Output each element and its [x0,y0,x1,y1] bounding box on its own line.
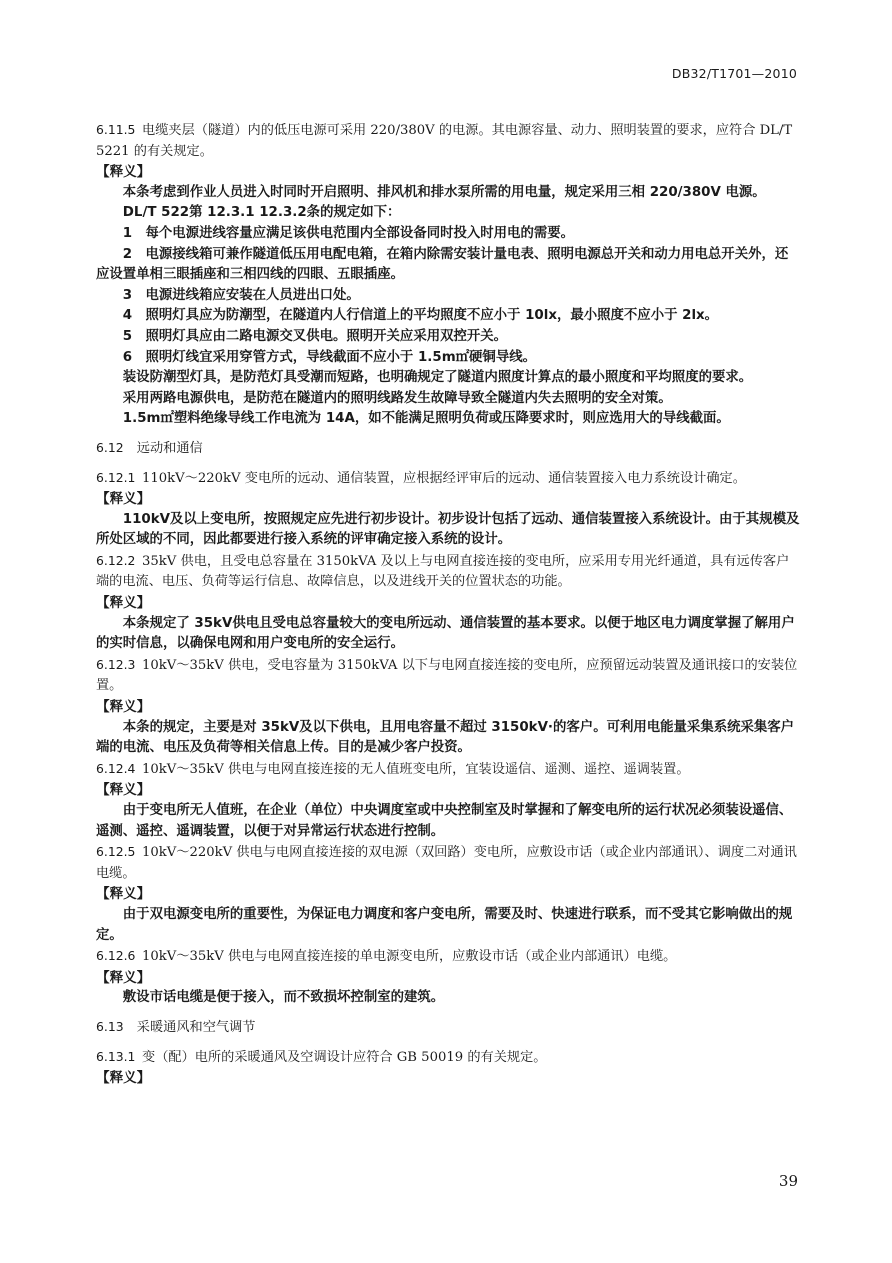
clause-number: 6.12.1 [96,469,136,485]
explanation-text: 4 照明灯具应为防潮型，在隧道内人行信道上的平均照度不应小于 10lx，最小照度不应小于 2lx。 [122,308,719,324]
clause-paragraph [96,120,800,162]
explanation-text: 3 电源进线箱应安装在人员进出口处。 [122,287,360,303]
explanation-label: 【释义】 [96,782,151,799]
clause-text: 10kV～35kV 供电与电网直接连接的单电源变电所，应敷设市话（或企业内部通讯）电缆。 [142,949,677,965]
explanation-text: 1 每个电源进线容量应满足该供电范围内全部设备同时投入时用电的需要。 [122,225,575,241]
clause-paragraph [96,468,800,490]
explanation-text: 110kV及以上变电所，按照规定应先进行初步设计。初步设计包括了远动、通信装置接入系统设计。由于其规模及所处区域的不同，因此都要进行接入系统的评审确定接入系统的设计。 [96,511,800,548]
section-number: 6.12 [96,439,124,455]
document-code: DB32/T1701—2010 [671,66,797,81]
explanation-text: 由于双电源变电所的重要性，为保证电力调度和客户变电所，需要及时、快速进行联系，而不受其它影响做出的规定。 [96,906,793,943]
explanation-label: 【释义】 [96,1070,151,1087]
explanation-text: 采用两路电源供电，是防范在隧道内的照明线路发生故障导致全隧道内失去照明的安全对策。 [122,390,672,406]
clause-text: 变（配）电所的采暖通风及空调设计应符合 GB 50019 的有关规定。 [142,1049,547,1065]
clause-text: 电缆夹层（隧道）内的低压电源可采用 220/380V 的电源。其电源容量、动力、照明装置的要求，应符合 DL/T 5221 的有关规定。 [96,123,793,159]
clause-text: 110kV～220kV 变电所的远动、通信装置，应根据经评审后的远动、通信装置接入电力系统设计确定。 [142,470,746,486]
explanation-label: 【释义】 [96,969,151,986]
explanation-text: 2 电源接线箱可兼作隧道低压用电配电箱，在箱内除需安装计量电表、照明电源总开关和动力用电总开关外，还应设置单相三眼插座和三相四线的四眼、五眼插座。 [96,246,789,283]
section-title: 采暖通风和空气调节 [136,1019,256,1035]
explanation-label: 【释义】 [96,164,151,181]
explanation-text: 本条的规定，主要是对 35kV及以下供电，且用电容量不超过 3150kV·的客户。可利用电能量采集系统采集客户端的电流、电压及负荷等相关信息上传。目的是减少客户投资。 [96,719,795,756]
explanation-text: 6 照明灯线宜采用穿管方式，导线截面不应小于 1.5m㎡硬铜导线。 [122,349,536,365]
explanation-text: 1.5m㎡塑料绝缘导线工作电流为 14A，如不能满足照明负荷或压降要求时，则应选用大的导线截面。 [122,411,730,427]
clause-text: 10kV～35kV 供电与电网直接连接的无人值班变电所，宜装设遥信、遥测、遥控、遥调装置。 [142,761,690,777]
clause-paragraph [96,759,800,781]
explanation-text: 5 照明灯具应由二路电源交叉供电。照明开关应采用双控开关。 [122,328,508,344]
clause-paragraph [96,842,800,884]
page-content [96,120,800,1089]
clause-paragraph [96,655,800,697]
explanation-text: 本条规定了 35kV供电且受电总容量较大的变电所远动、通信装置的基本要求。以便于地区电力调度掌握了解用户的实时信息，以确保电网和用户变电所的安全运行。 [96,615,795,652]
clause-paragraph [96,551,800,593]
explanation-label: 【释义】 [96,491,151,508]
clause-number: 6.12.3 [96,656,136,672]
explanation-text: DL/T 522第 12.3.1 12.3.2条的规定如下： [122,205,401,221]
clause-number: 6.12.4 [96,760,136,776]
explanation-text: 由于变电所无人值班，在企业（单位）中央调度室或中央控制室及时掌握和了解变电所的运行状况必须装设遥信、遥测、遥控、遥调装置，以便于对异常运行状态进行控制。 [96,803,793,839]
clause-number: 6.12.2 [96,552,136,568]
clause-number: 6.13.1 [96,1048,136,1064]
section-number: 6.13 [96,1018,124,1034]
section-heading [96,438,800,460]
explanation-text: 敷设市话电缆是便于接入，而不致损坏控制室的建筑。 [122,990,445,1006]
explanation-text: 本条考虑到作业人员进入时同时开启照明、排风机和排水泵所需的用电量，规定采用三相 220/380V 电源。 [122,184,766,200]
section-title: 远动和通信 [136,440,203,456]
explanation-label: 【释义】 [96,886,151,903]
clause-text: 35kV 供电，且受电总容量在 3150kVA 及以上与电网直接连接的变电所，应采用专用光纤通道，具有远传客户端的电流、电压、负荷等运行信息、故障信息，以及进线开关的位置状态的功能。 [96,553,790,590]
clause-text: 10kV～220kV 供电与电网直接连接的双电源（双回路）变电所，应敷设市话（或企业内部通讯）、调度二对通讯电缆。 [96,845,797,881]
clause-number: 6.12.6 [96,948,136,964]
page-number: 39 [778,1172,798,1190]
clause-number: 6.12.5 [96,844,136,860]
clause-paragraph [96,946,800,968]
explanation-label: 【释义】 [96,595,151,612]
clause-paragraph [96,1047,800,1069]
clause-number: 6.11.5 [96,122,136,137]
section-heading [96,1017,800,1039]
clause-text: 10kV～35kV 供电，受电容量为 3150kVA 以下与电网直接连接的变电所，应预留远动装置及通讯接口的安装位置。 [96,657,798,694]
explanation-text: 装设防潮型灯具，是防范灯具受潮而短路，也明确规定了隧道内照度计算点的最小照度和平均照度的要求。 [122,370,753,386]
explanation-label: 【释义】 [96,699,151,716]
